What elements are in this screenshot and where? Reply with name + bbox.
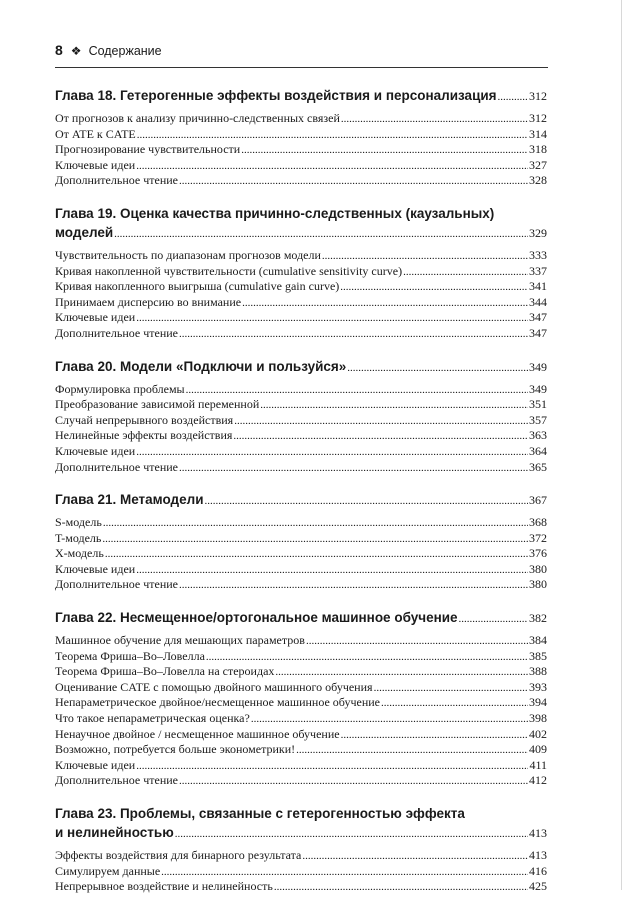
entry-page-number: 385 (529, 648, 547, 663)
chapter-title[interactable] (55, 86, 547, 107)
leader-dots (459, 610, 528, 629)
entry-page-number: 384 (529, 633, 547, 648)
leader-dots (136, 311, 528, 326)
leader-dots (114, 225, 528, 244)
toc-entry[interactable] (55, 879, 547, 895)
entry-page-number: 312 (529, 111, 547, 125)
entry-label: Теорема Фриша–Во–Ловелла (55, 648, 205, 663)
entry-label: Возможно, потребуется больше эконометрики! (55, 742, 296, 757)
chapter-title-text: Глава 22. Несмещенное/ортогональное машинное обучение (55, 610, 458, 626)
toc-entry[interactable] (55, 864, 547, 880)
toc-entry[interactable] (55, 444, 547, 460)
table-of-contents (55, 86, 547, 910)
entry-page-number: 341 (529, 279, 547, 294)
page-edge (621, 0, 622, 890)
entry-label: Теорема Фриша–Во–Ловелла на стероидах (55, 664, 275, 679)
leader-dots (403, 265, 528, 280)
entry-page-number: 398 (529, 711, 547, 726)
leader-dots (322, 249, 528, 264)
chapter-page-number: 367 (529, 493, 547, 508)
toc-entry[interactable] (55, 173, 547, 189)
leader-dots (296, 743, 528, 758)
leader-dots (234, 414, 528, 429)
entry-label: Оценивание CATE с помощью двойного машинного обучения (55, 679, 373, 694)
entry-page-number: 347 (529, 310, 547, 325)
chapter-title[interactable] (55, 490, 547, 511)
toc-entry[interactable] (55, 742, 547, 758)
entry-label: Случай непрерывного воздействия (55, 412, 234, 427)
leader-dots (136, 563, 528, 578)
toc-entry[interactable] (55, 531, 547, 547)
toc-entry[interactable] (55, 727, 547, 743)
toc-entry[interactable] (55, 773, 547, 789)
entry-page-number: 365 (529, 459, 547, 474)
entry-label: Дополнительное чтение (55, 325, 178, 340)
leader-dots (242, 296, 528, 311)
chapter-page-number: 413 (529, 826, 547, 840)
toc-entry[interactable] (55, 515, 547, 531)
entry-page-number: 376 (529, 546, 547, 561)
leader-dots (179, 174, 528, 189)
chapter-title-text: Глава 21. Метамодели (55, 492, 204, 508)
chapter-title-line-1[interactable]: Глава 19. Оценка качества причинно-следственных (каузальных) (55, 205, 495, 221)
entry-page-number: 413 (529, 848, 547, 862)
entry-page-number: 388 (529, 664, 547, 679)
entry-label: Формулировка проблемы (55, 381, 185, 396)
leader-dots (105, 547, 528, 562)
chapter-title[interactable] (55, 357, 547, 378)
entry-label: Машинное обучение для мешающих параметров (55, 633, 305, 648)
chapter-21 (55, 490, 547, 593)
entry-label: Ключевые идеи (55, 157, 136, 172)
toc-entry[interactable] (55, 460, 547, 476)
chapter-20 (55, 357, 547, 476)
toc-entry[interactable] (55, 649, 547, 665)
leader-dots (340, 280, 528, 295)
toc-entry[interactable] (55, 562, 547, 578)
entry-page-number: 333 (529, 247, 547, 262)
entry-label: Ключевые идеи (55, 443, 136, 458)
entry-label: S-модель (55, 515, 102, 530)
toc-entry[interactable] (55, 711, 547, 727)
entry-label: Нелинейные эффекты воздействия (55, 428, 233, 443)
leader-dots (347, 359, 528, 378)
header-rule (55, 67, 548, 68)
leader-dots (161, 865, 528, 880)
toc-entry[interactable] (55, 382, 547, 398)
entry-label: Прогнозирование чувствительности (55, 142, 241, 157)
leader-dots (275, 665, 528, 680)
entry-label: Непараметрическое двойное/несмещенное машинное обучение (55, 695, 380, 710)
entry-page-number: 380 (529, 577, 547, 592)
entry-page-number: 393 (529, 679, 547, 694)
toc-entry[interactable] (55, 310, 547, 326)
leader-dots (179, 578, 528, 593)
entry-page-number: 337 (529, 263, 547, 278)
toc-entry[interactable] (55, 264, 547, 280)
chapter-19 (55, 204, 547, 342)
entry-page-number: 372 (529, 530, 547, 545)
entry-page-number: 347 (529, 325, 547, 340)
leader-dots (175, 825, 528, 844)
entry-label: Что такое непараметрическая оценка? (55, 711, 250, 726)
entry-label: Ключевые идеи (55, 561, 136, 576)
toc-entry[interactable] (55, 680, 547, 696)
entry-page-number: 344 (529, 294, 547, 309)
toc-entry[interactable] (55, 695, 547, 711)
entry-label: Ненаучное двойное / несмещенное машинное обучение (55, 726, 340, 741)
chapter-page-number: 329 (529, 225, 547, 240)
leader-dots (341, 728, 528, 743)
toc-entry[interactable] (55, 546, 547, 562)
entry-page-number: 380 (529, 561, 547, 576)
chapter-22 (55, 608, 547, 789)
leader-dots (102, 532, 528, 547)
entry-page-number: 349 (529, 381, 547, 396)
toc-entry[interactable] (55, 127, 547, 143)
entry-page-number: 314 (529, 126, 547, 141)
entry-page-number: 318 (529, 142, 547, 157)
toc-entry[interactable] (55, 758, 547, 774)
leader-dots (136, 759, 528, 774)
entry-label: Эффекты воздействия для бинарного результата (55, 848, 302, 862)
entry-page-number: 327 (529, 157, 547, 172)
entry-page-number: 425 (529, 879, 547, 894)
chapter-23 (55, 804, 547, 895)
entry-label: X-модель (55, 546, 104, 561)
section-name: Содержание (88, 44, 162, 58)
entry-page-number: 364 (529, 443, 547, 458)
diamond-separator-icon: ❖ (70, 44, 82, 58)
entry-page-number: 351 (529, 397, 547, 412)
toc-entry[interactable] (55, 158, 547, 174)
entry-label: Кривая накопленной чувствительности (cumulative sensitivity curve) (55, 263, 403, 278)
chapter-title-text: Глава 20. Модели «Подключи и пользуйся» (55, 358, 347, 374)
entry-label: Симулируем данные (55, 863, 161, 878)
leader-dots (241, 143, 528, 158)
leader-dots (233, 429, 528, 444)
leader-dots (381, 696, 528, 711)
entry-page-number: 411 (529, 757, 547, 772)
leader-dots (205, 492, 529, 511)
leader-dots (179, 327, 528, 342)
toc-entry[interactable] (55, 413, 547, 429)
leader-dots (179, 461, 528, 476)
leader-dots (137, 128, 528, 143)
entry-page-number: 357 (529, 412, 547, 427)
leader-dots (302, 849, 528, 864)
chapter-page-number: 382 (529, 611, 547, 626)
chapter-title[interactable] (55, 223, 547, 244)
chapter-page-number: 312 (529, 89, 547, 103)
entry-page-number: 328 (529, 173, 547, 188)
entry-label: Дополнительное чтение (55, 773, 178, 788)
entry-page-number: 416 (529, 863, 547, 878)
entry-page-number: 368 (529, 515, 547, 530)
toc-entry[interactable] (55, 295, 547, 311)
chapter-18 (55, 86, 547, 189)
leader-dots (306, 634, 528, 649)
leader-dots (136, 159, 528, 174)
chapter-title-line-1[interactable]: Глава 23. Проблемы, связанные с гетерогенностью эффекта (55, 806, 465, 821)
entry-label: Ключевые идеи (55, 757, 136, 772)
toc-entry[interactable] (55, 142, 547, 158)
page-number: 8 (55, 42, 63, 58)
leader-dots (136, 445, 528, 460)
toc-entry[interactable] (55, 279, 547, 295)
entry-label: Ключевые идеи (55, 310, 136, 325)
entry-label: Непрерывное воздействие и нелинейность (55, 879, 273, 894)
leader-dots (179, 774, 528, 789)
chapter-title[interactable] (55, 608, 547, 629)
chapter-title-text: и нелинейностью (55, 825, 174, 840)
entry-label: Чувствительность по диапазонам прогнозов модели (55, 247, 321, 262)
chapter-title-text: моделей (55, 224, 114, 240)
toc-entry[interactable] (55, 848, 547, 864)
entry-label: От ATE к CATE (55, 126, 136, 141)
toc-entry[interactable] (55, 664, 547, 680)
entry-page-number: 412 (529, 773, 547, 788)
entry-page-number: 402 (529, 726, 547, 741)
leader-dots (274, 880, 528, 895)
toc-entry[interactable] (55, 111, 547, 127)
leader-dots (186, 383, 528, 398)
toc-entry[interactable] (55, 577, 547, 593)
entry-label: Принимаем дисперсию во внимание (55, 294, 242, 309)
toc-entry[interactable] (55, 326, 547, 342)
chapter-title-text: Глава 18. Гетерогенные эффекты воздействия и персонализация (55, 88, 497, 103)
leader-dots (374, 681, 528, 696)
entry-label: Дополнительное чтение (55, 173, 178, 188)
entry-page-number: 409 (529, 742, 547, 757)
entry-label: Дополнительное чтение (55, 577, 178, 592)
entry-label: От прогнозов к анализу причинно-следственных связей (55, 111, 340, 125)
leader-dots (341, 112, 528, 127)
leader-dots (206, 650, 528, 665)
entry-label: T-модель (55, 530, 102, 545)
entry-label: Преобразование зависимой переменной (55, 397, 260, 412)
entry-page-number: 363 (529, 428, 547, 443)
leader-dots (498, 88, 528, 107)
toc-entry[interactable] (55, 633, 547, 649)
entry-label: Дополнительное чтение (55, 459, 178, 474)
toc-entry[interactable] (55, 428, 547, 444)
chapter-page-number: 349 (529, 359, 547, 374)
entry-page-number: 394 (529, 695, 547, 710)
toc-entry[interactable] (55, 397, 547, 413)
running-header (55, 42, 548, 58)
entry-label: Кривая накопленного выигрыша (cumulative gain curve) (55, 279, 340, 294)
leader-dots (103, 516, 528, 531)
toc-entry[interactable] (55, 248, 547, 264)
leader-dots (251, 712, 528, 727)
chapter-title[interactable] (55, 823, 547, 844)
leader-dots (260, 398, 528, 413)
